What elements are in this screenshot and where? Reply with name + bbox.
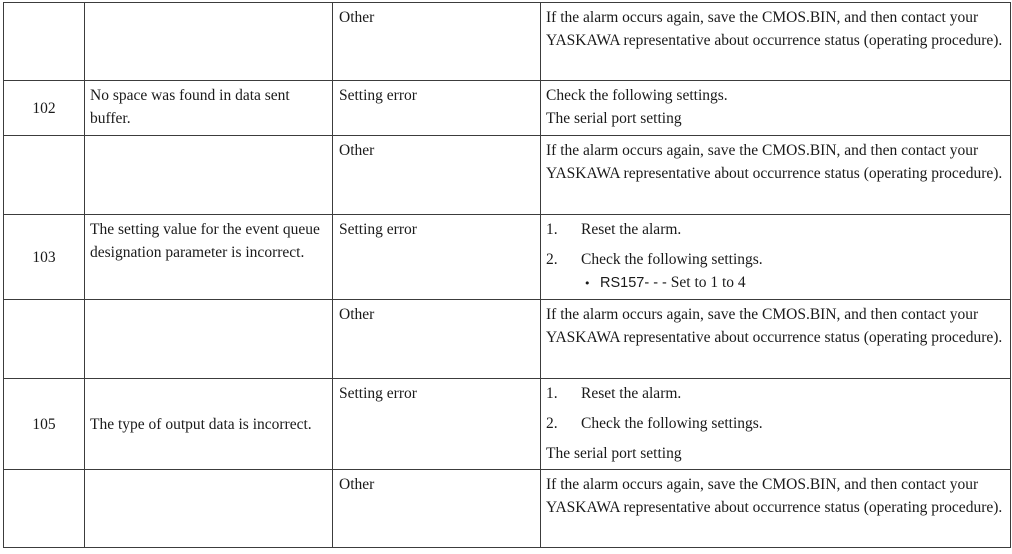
step-number: 2. <box>546 415 558 432</box>
parameter-value: Set to 1 to 4 <box>666 274 746 291</box>
table-row <box>4 3 1011 81</box>
remedy-cell <box>541 215 1011 300</box>
alarm-code: 102 <box>32 99 56 117</box>
alarm-code: 103 <box>32 248 56 266</box>
description-text: The setting value for the event queue designation parameter is incorrect. <box>90 221 320 261</box>
alarm-code-cell <box>4 3 85 81</box>
cause-text: Setting error <box>339 87 417 104</box>
remedy-cell <box>541 300 1011 379</box>
bullet-icon: • <box>584 277 591 290</box>
parameter-item <box>546 271 1005 295</box>
cause-cell <box>333 3 541 81</box>
cause-cell <box>333 81 541 136</box>
cause-text: Other <box>339 476 375 493</box>
cause-cell <box>333 379 541 470</box>
step-number: 1. <box>546 221 558 238</box>
remedy-cell <box>541 81 1011 136</box>
step-number: 1. <box>546 385 558 402</box>
description-text: No space was found in data sent buffer. <box>90 87 290 127</box>
description-cell <box>85 81 333 136</box>
description-cell <box>85 136 333 215</box>
remedy-cell <box>541 136 1011 215</box>
alarm-code-cell <box>4 300 85 379</box>
table-row <box>4 215 1011 300</box>
table-row <box>4 379 1011 470</box>
description-cell <box>85 470 333 548</box>
table-row <box>4 470 1011 548</box>
step-number: 2. <box>546 251 558 268</box>
alarm-code: 105 <box>32 415 56 433</box>
remedy-text: If the alarm occurs again, save the CMOS.BIN, and then contact your YASKAWA representative about occurrence status (operating procedure). <box>546 476 1003 516</box>
remedy-step <box>546 382 1005 405</box>
table-row <box>4 300 1011 379</box>
step-text: Reset the alarm. <box>581 221 682 238</box>
cause-text: Other <box>339 9 375 26</box>
table-row <box>4 136 1011 215</box>
alarm-code-cell <box>4 470 85 548</box>
cause-cell <box>333 470 541 548</box>
alarm-code-cell <box>4 81 85 136</box>
remedy-cell <box>541 3 1011 81</box>
description-text: The type of output data is incorrect. <box>90 415 312 433</box>
remedy-text: If the alarm occurs again, save the CMOS.BIN, and then contact your YASKAWA representative about occurrence status (operating procedure). <box>546 142 1003 182</box>
remedy-cell <box>541 470 1011 548</box>
remedy-step <box>546 218 1005 241</box>
alarm-table <box>3 2 1011 548</box>
remedy-step <box>546 248 1005 271</box>
cause-text: Other <box>339 306 375 323</box>
description-cell <box>85 215 333 300</box>
remedy-line: The serial port setting <box>546 110 682 127</box>
cause-cell <box>333 136 541 215</box>
description-cell <box>85 3 333 81</box>
step-text: Check the following settings. <box>581 251 763 268</box>
alarm-code-cell <box>4 215 85 300</box>
remedy-note: The serial port setting <box>546 445 682 462</box>
table-row <box>4 81 1011 136</box>
step-text: Reset the alarm. <box>581 385 682 402</box>
cause-cell <box>333 300 541 379</box>
alarm-code-cell <box>4 379 85 470</box>
step-text: Check the following settings. <box>581 415 763 432</box>
description-cell <box>85 300 333 379</box>
parameter-name: RS157- - - <box>600 275 667 291</box>
alarm-code-cell <box>4 136 85 215</box>
description-cell <box>85 379 333 470</box>
cause-text: Setting error <box>339 385 417 402</box>
remedy-cell <box>541 379 1011 470</box>
remedy-text: If the alarm occurs again, save the CMOS.BIN, and then contact your YASKAWA representative about occurrence status (operating procedure). <box>546 306 1003 346</box>
cause-text: Other <box>339 142 375 159</box>
remedy-step <box>546 412 1005 435</box>
cause-cell <box>333 215 541 300</box>
remedy-line: Check the following settings. <box>546 87 728 104</box>
remedy-text: If the alarm occurs again, save the CMOS.BIN, and then contact your YASKAWA representative about occurrence status (operating procedure). <box>546 9 1003 49</box>
cause-text: Setting error <box>339 221 417 238</box>
